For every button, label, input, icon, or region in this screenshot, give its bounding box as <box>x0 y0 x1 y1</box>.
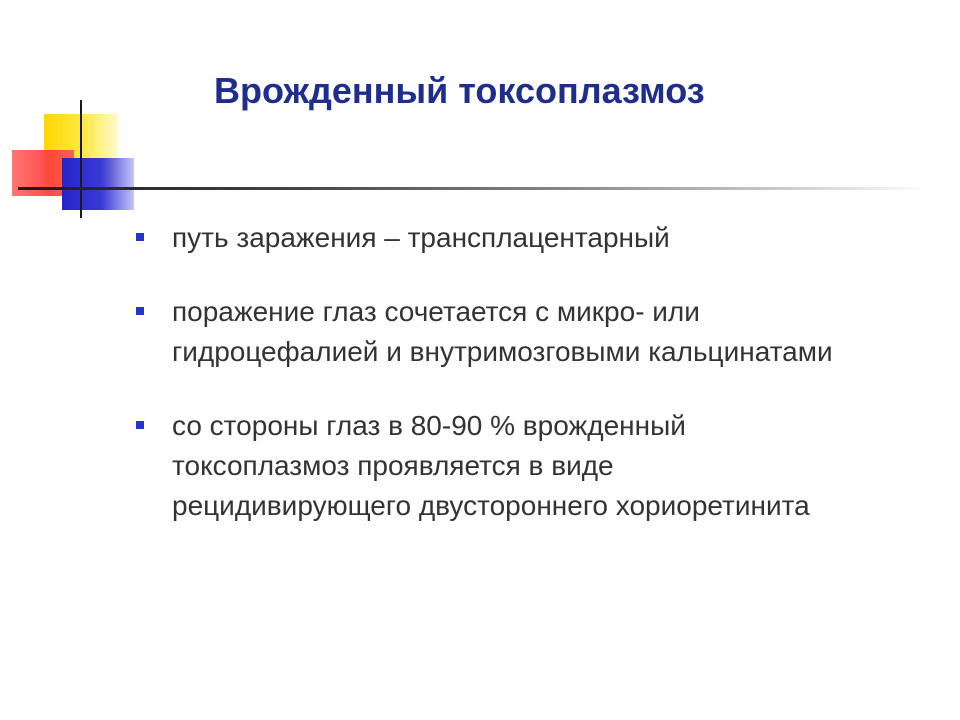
title-divider-line <box>18 187 933 190</box>
bullet-item-eye-lesion <box>136 292 936 372</box>
bullet-square-icon <box>136 233 144 241</box>
decor-blue-square <box>62 158 134 210</box>
bullet-item-chorioretinitis <box>136 406 936 526</box>
bullet-list <box>136 218 936 560</box>
bullet-text-line: рецидивирующего двустороннего хориоретинита <box>172 490 810 521</box>
bullet-text-line: путь заражения – трансплацентарный <box>172 222 670 253</box>
bullet-item-transmission <box>136 218 936 258</box>
bullet-text-line: поражение глаз сочетается с микро- или <box>172 296 700 327</box>
decor-vertical-line <box>80 100 82 218</box>
bullet-text-line: со стороны глаз в 80-90 % врожденный <box>172 410 686 441</box>
slide-title: Врожденный токсоплазмоз <box>214 70 705 111</box>
bullet-text-line: токсоплазмоз проявляется в виде <box>172 450 614 481</box>
bullet-square-icon <box>136 421 144 429</box>
bullet-text-line: гидроцефалией и внутримозговыми кальцинатами <box>172 336 833 367</box>
bullet-square-icon <box>136 307 144 315</box>
